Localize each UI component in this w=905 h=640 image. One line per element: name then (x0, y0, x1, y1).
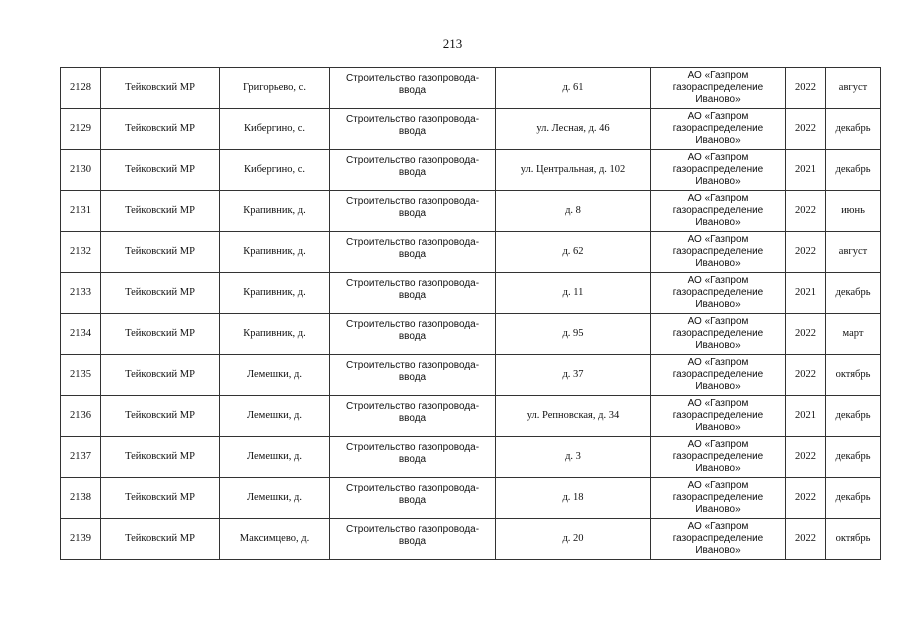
work-type-cell (330, 150, 496, 191)
month-cell: август (826, 68, 881, 109)
district-cell: Тейковский МР (101, 68, 220, 109)
address-cell: д. 62 (496, 232, 651, 273)
month-cell: декабрь (826, 109, 881, 150)
organization-line: Иваново» (695, 340, 741, 351)
organization-cell (651, 109, 786, 150)
work-type-line: ввода (398, 208, 427, 219)
address-cell: ул. Репновская, д. 34 (496, 396, 651, 437)
organization-cell (651, 314, 786, 355)
address-cell: д. 11 (496, 273, 651, 314)
work-type-cell (330, 478, 496, 519)
settlement-cell: Крапивник, д. (220, 191, 330, 232)
work-type-line: Строительство газопровода- (345, 360, 480, 371)
work-type-line: ввода (398, 290, 427, 301)
settlement-cell: Максимцево, д. (220, 519, 330, 560)
organization-line: газораспределение (672, 287, 764, 298)
work-type-cell (330, 273, 496, 314)
organization-line: АО «Газпром (687, 152, 749, 163)
settlement-cell: Лемешки, д. (220, 355, 330, 396)
row-number-cell: 2128 (61, 68, 101, 109)
row-number-cell: 2138 (61, 478, 101, 519)
organization-line: АО «Газпром (687, 398, 749, 409)
work-type-line: ввода (398, 249, 427, 260)
row-number-cell: 2133 (61, 273, 101, 314)
work-type-line: ввода (398, 413, 427, 424)
row-number-cell: 2130 (61, 150, 101, 191)
row-number-cell: 2139 (61, 519, 101, 560)
settlement-cell: Лемешки, д. (220, 437, 330, 478)
page-number: 213 (442, 36, 463, 51)
table-row (61, 478, 881, 519)
table-row (61, 355, 881, 396)
row-number-cell: 2129 (61, 109, 101, 150)
district-cell: Тейковский МР (101, 437, 220, 478)
organization-cell (651, 273, 786, 314)
organization-line: Иваново» (695, 299, 741, 310)
address-cell: д. 95 (496, 314, 651, 355)
organization-cell (651, 355, 786, 396)
district-cell: Тейковский МР (101, 478, 220, 519)
work-type-cell (330, 109, 496, 150)
work-type-line: ввода (398, 126, 427, 137)
year-cell: 2021 (786, 273, 826, 314)
organization-line: АО «Газпром (687, 316, 749, 327)
organization-line: АО «Газпром (687, 193, 749, 204)
work-type-line: ввода (398, 372, 427, 383)
table-row (61, 109, 881, 150)
work-type-cell (330, 396, 496, 437)
organization-line: Иваново» (695, 381, 741, 392)
work-type-line: Строительство газопровода- (345, 73, 480, 84)
year-cell: 2022 (786, 109, 826, 150)
month-cell: декабрь (826, 396, 881, 437)
work-type-cell (330, 519, 496, 560)
organization-line: АО «Газпром (687, 111, 749, 122)
work-type-line: Строительство газопровода- (345, 237, 480, 248)
work-type-cell (330, 314, 496, 355)
month-cell: декабрь (826, 150, 881, 191)
organization-line: Иваново» (695, 545, 741, 556)
district-cell: Тейковский МР (101, 519, 220, 560)
table-body (61, 68, 881, 560)
district-cell: Тейковский МР (101, 150, 220, 191)
work-type-line: ввода (398, 495, 427, 506)
work-type-line: Строительство газопровода- (345, 114, 480, 125)
address-cell: д. 20 (496, 519, 651, 560)
settlement-cell: Кибергино, с. (220, 150, 330, 191)
organization-line: АО «Газпром (687, 521, 749, 532)
work-type-cell (330, 437, 496, 478)
work-type-line: Строительство газопровода- (345, 524, 480, 535)
month-cell: декабрь (826, 437, 881, 478)
settlement-cell: Крапивник, д. (220, 314, 330, 355)
organization-line: АО «Газпром (687, 357, 749, 368)
table-row (61, 150, 881, 191)
organization-line: Иваново» (695, 258, 741, 269)
settlement-cell: Кибергино, с. (220, 109, 330, 150)
address-cell: д. 8 (496, 191, 651, 232)
address-cell: ул. Центральная, д. 102 (496, 150, 651, 191)
row-number-cell: 2131 (61, 191, 101, 232)
organization-cell (651, 150, 786, 191)
organization-line: газораспределение (672, 451, 764, 462)
month-cell: август (826, 232, 881, 273)
table-row (61, 232, 881, 273)
year-cell: 2022 (786, 191, 826, 232)
settlement-cell: Григорьево, с. (220, 68, 330, 109)
organization-line: газораспределение (672, 246, 764, 257)
year-cell: 2022 (786, 232, 826, 273)
table-row (61, 191, 881, 232)
month-cell: июнь (826, 191, 881, 232)
organization-line: газораспределение (672, 533, 764, 544)
organization-cell (651, 232, 786, 273)
organization-line: газораспределение (672, 123, 764, 134)
row-number-cell: 2136 (61, 396, 101, 437)
work-type-line: ввода (398, 167, 427, 178)
organization-line: газораспределение (672, 410, 764, 421)
organization-cell (651, 437, 786, 478)
settlement-cell: Лемешки, д. (220, 396, 330, 437)
address-cell: д. 37 (496, 355, 651, 396)
organization-cell (651, 68, 786, 109)
work-type-line: ввода (398, 454, 427, 465)
work-type-line: Строительство газопровода- (345, 155, 480, 166)
work-type-line: Строительство газопровода- (345, 442, 480, 453)
district-cell: Тейковский МР (101, 273, 220, 314)
organization-cell (651, 396, 786, 437)
address-cell: д. 3 (496, 437, 651, 478)
organization-line: АО «Газпром (687, 275, 749, 286)
table-row (61, 519, 881, 560)
month-cell: март (826, 314, 881, 355)
work-type-line: ввода (398, 331, 427, 342)
work-type-line: ввода (398, 85, 427, 96)
work-type-cell (330, 68, 496, 109)
district-cell: Тейковский МР (101, 109, 220, 150)
year-cell: 2022 (786, 68, 826, 109)
year-cell: 2021 (786, 396, 826, 437)
table-row (61, 314, 881, 355)
organization-line: АО «Газпром (687, 234, 749, 245)
district-cell: Тейковский МР (101, 232, 220, 273)
organization-line: газораспределение (672, 82, 764, 93)
organization-line: АО «Газпром (687, 70, 749, 81)
district-cell: Тейковский МР (101, 191, 220, 232)
organization-line: газораспределение (672, 205, 764, 216)
table-row (61, 68, 881, 109)
row-number-cell: 2135 (61, 355, 101, 396)
organization-line: Иваново» (695, 422, 741, 433)
organization-line: Иваново» (695, 94, 741, 105)
work-type-line: ввода (398, 536, 427, 547)
table-row (61, 396, 881, 437)
organization-line: газораспределение (672, 492, 764, 503)
gasification-table (60, 67, 881, 560)
district-cell: Тейковский МР (101, 314, 220, 355)
work-type-line: Строительство газопровода- (345, 401, 480, 412)
district-cell: Тейковский МР (101, 355, 220, 396)
work-type-line: Строительство газопровода- (345, 196, 480, 207)
organization-line: Иваново» (695, 504, 741, 515)
row-number-cell: 2137 (61, 437, 101, 478)
settlement-cell: Крапивник, д. (220, 273, 330, 314)
month-cell: декабрь (826, 478, 881, 519)
month-cell: декабрь (826, 273, 881, 314)
organization-cell (651, 191, 786, 232)
year-cell: 2022 (786, 355, 826, 396)
year-cell: 2022 (786, 314, 826, 355)
organization-cell (651, 478, 786, 519)
organization-cell (651, 519, 786, 560)
organization-line: Иваново» (695, 463, 741, 474)
row-number-cell: 2132 (61, 232, 101, 273)
settlement-cell: Крапивник, д. (220, 232, 330, 273)
work-type-line: Строительство газопровода- (345, 483, 480, 494)
work-type-cell (330, 355, 496, 396)
table-row (61, 437, 881, 478)
organization-line: Иваново» (695, 135, 741, 146)
work-type-line: Строительство газопровода- (345, 319, 480, 330)
district-cell: Тейковский МР (101, 396, 220, 437)
year-cell: 2022 (786, 437, 826, 478)
settlement-cell: Лемешки, д. (220, 478, 330, 519)
work-type-line: Строительство газопровода- (345, 278, 480, 289)
month-cell: октябрь (826, 355, 881, 396)
year-cell: 2022 (786, 519, 826, 560)
organization-line: газораспределение (672, 328, 764, 339)
organization-line: газораспределение (672, 164, 764, 175)
work-type-cell (330, 191, 496, 232)
address-cell: д. 61 (496, 68, 651, 109)
row-number-cell: 2134 (61, 314, 101, 355)
address-cell: ул. Лесная, д. 46 (496, 109, 651, 150)
year-cell: 2021 (786, 150, 826, 191)
organization-line: АО «Газпром (687, 480, 749, 491)
organization-line: АО «Газпром (687, 439, 749, 450)
organization-line: газораспределение (672, 369, 764, 380)
address-cell: д. 18 (496, 478, 651, 519)
table-row (61, 273, 881, 314)
month-cell: октябрь (826, 519, 881, 560)
year-cell: 2022 (786, 478, 826, 519)
organization-line: Иваново» (695, 217, 741, 228)
work-type-cell (330, 232, 496, 273)
organization-line: Иваново» (695, 176, 741, 187)
